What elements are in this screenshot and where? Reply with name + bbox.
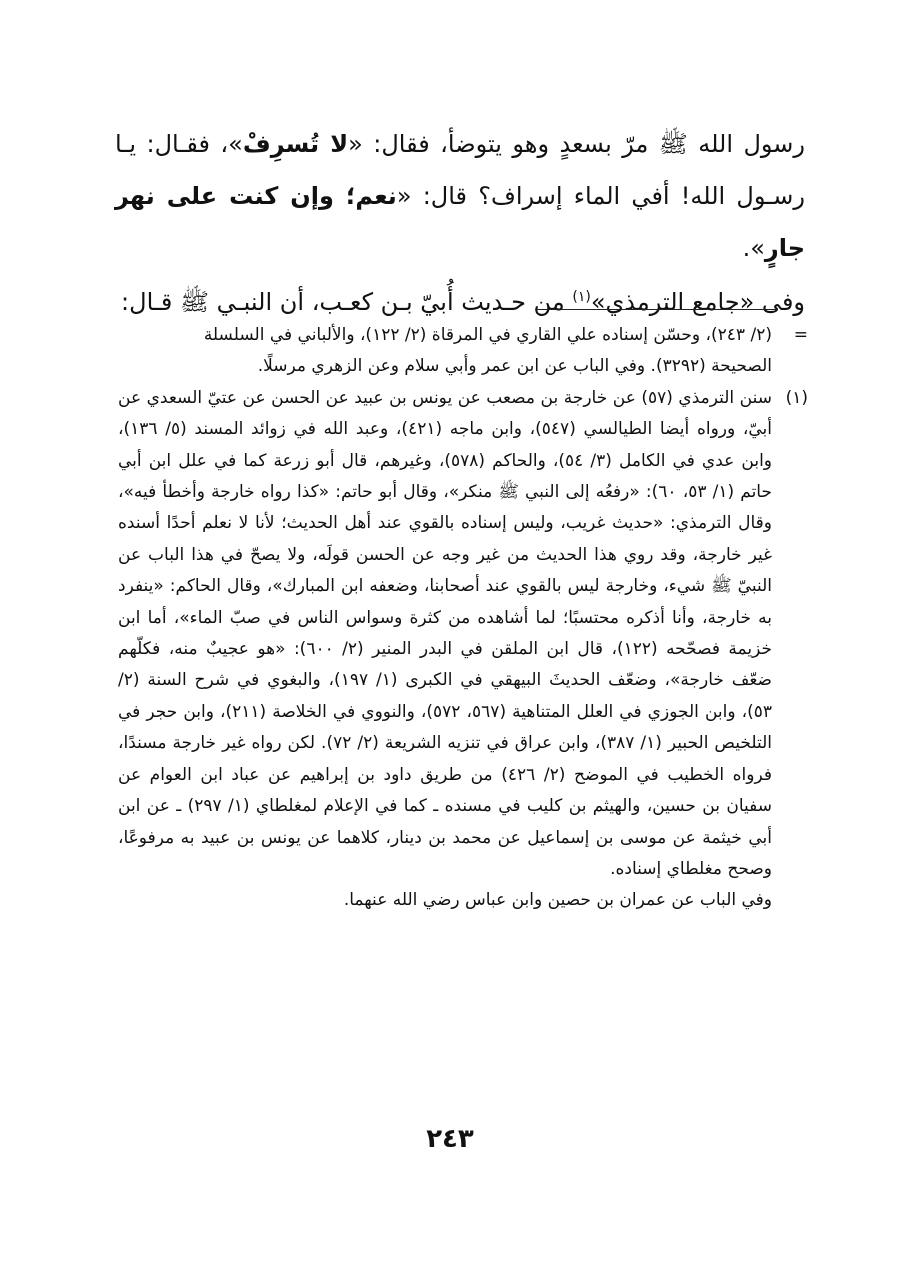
main-text <box>115 118 805 328</box>
footnote-last-line: وفي الباب عن عمران بن حصين وابن عباس رضي الله عنهما. <box>343 890 772 911</box>
footnote-1 <box>118 383 808 917</box>
main-paragraph-1 <box>115 118 805 274</box>
footnote-text <box>118 383 772 917</box>
page-number: ٢٤٣ <box>426 1124 474 1154</box>
text-run: وفى «جامع الترمذي» <box>590 288 805 316</box>
hadith-quote-bold: لا تُسرِفْ <box>242 130 349 158</box>
footnote-body: (٢/ ٢٤٣)، وحسّن إسناده علي القاري في المرقاة (٢/ ١٢٢)، والألباني في السلسلة <box>203 325 772 345</box>
footnote-body: سنن الترمذي (٥٧) عن خارجة بن مصعب عن يونس بن عبيد عن الحسن عن عتيّ السعدي عن أبيّ، ورواه أيضا الطيالسي (٥٤٧)، وابن ماجه (٤٢١)، وعبد الله في زوائد المسند (٥/ ١٣٦)، وابن عدي في الكامل (٣/ ٥٤)، والحاكم (٥٧٨)، وغيرهم، قال أبو زرعة كما في علل ابن أبي حاتم (١/ ٥٣، ٦٠): «رفعُه إلى النبي ﷺ منكر»، وقال أبو حاتم: «كذا رواه خارجة وأخطأ فيه»، وقال الترمذي: «حديث غريب، وليس إسناده بالقوي عند أهل الحديث؛ لأنا لا نعلم أحدًا أسنده غير خارجة، وقد روي هذا الحديث من غير وجه عن الحسن قولَه، ولا يصحّ في هذا الباب عن النبيّ ﷺ شيء، وخارجة ليس بالقوي عند أصحابنا، وضعفه ابن المبارك»، وقال الحاكم: «ينفرد به خارجة، وأنا أذكره محتسبًا؛ لما أشاهده من كثرة وسواس الناس في صبّ الماء»، أما ابن خزيمة فصحّحه (١٢٢)، قال ابن الملقن في البدر المنير (٢/ ٦٠٠): «هو عجيبٌ منه، فكلّهم ضعّف خارجة»، وضعّف الحديثَ البيهقي في الكبرى (١/ ١٩٧)، والبغوي في شرح السنة (٢/ ٥٣)، وابن الجوزي في العلل المتناهية (٥٦٧، ٥٧٢)، والنووي في الخلاصة (٢١١)، وابن حجر في التلخيص الحبير (١/ ٣٨٧)، وابن عراق في تنزيه الشريعة (٢/ ٧٢). لكن رواه غير خارجة مسندًا، فرواه الخطيب في الموضح (٢/ ٤٢٦) من طريق داود بن إبراهيم عن عباد ابن العوام عن سفيان بن حسين، والهيثم بن كليب في مسنده ـ كما في الإعلام لمغلطاي (١/ ٢٩٧) ـ عن ابن أبي خيثمة عن موسى بن إسماعيل عن محمد بن دينار، كلاهما عن يونس بن عبيد به مرفوعًا، وصحح مغلطاي إسناده. <box>118 387 773 879</box>
footnote-reference[interactable]: (١) <box>572 289 591 305</box>
text-run: من حـديث أُبيّ بـن كعـب، أن النبـي ﷺ قـال: <box>121 288 573 316</box>
text-run: »، فقـال: يـا رسـول الله! أفي الماء إسراف؟ قال: « <box>115 130 805 210</box>
text-run: رسول الله ﷺ مرّ بسعدٍ وهو يتوضأ، فقال: « <box>348 130 805 158</box>
footnotes <box>118 320 808 917</box>
text-run: ». <box>742 234 765 262</box>
footnote-continuation <box>118 320 808 383</box>
footnote-separator <box>535 309 778 310</box>
hadith-quote-bold: نعم؛ وإن كنت على نهر جارٍ <box>115 182 805 262</box>
footnote-last-line: الصحيحة (٣٢٩٢). وفي الباب عن ابن عمر وأبي سلام وعن الزهري مرسلًا. <box>257 356 772 377</box>
footnote-marker: = <box>793 325 808 345</box>
footnote-text <box>118 320 772 383</box>
footnote-marker: (١) <box>785 387 808 408</box>
